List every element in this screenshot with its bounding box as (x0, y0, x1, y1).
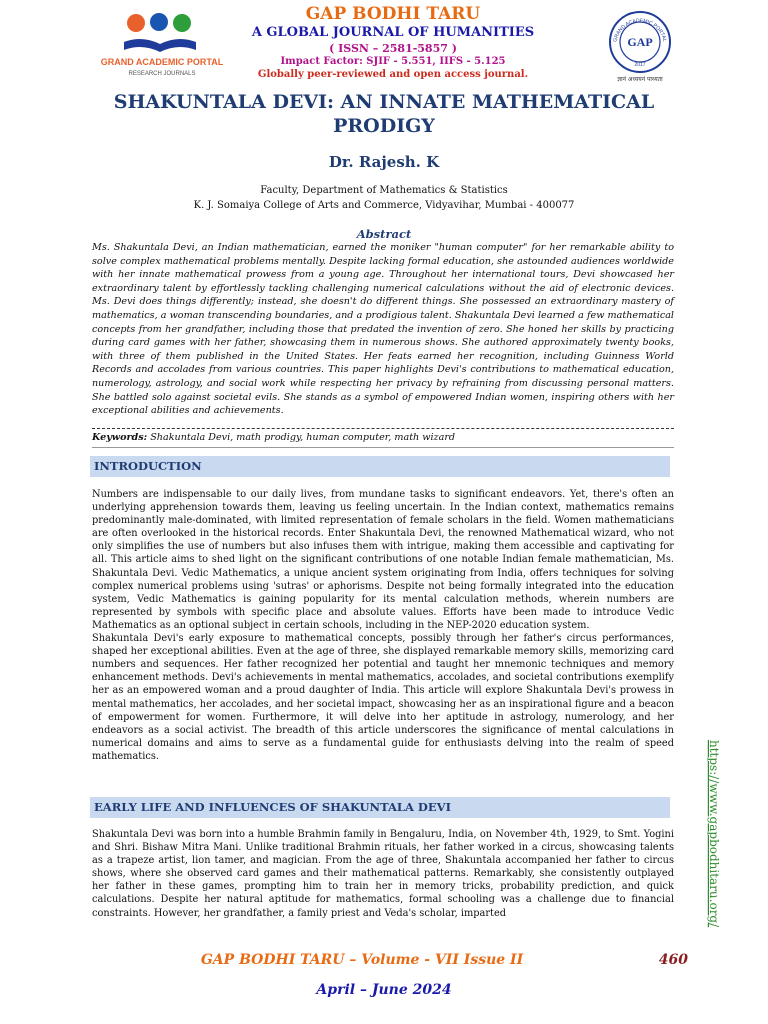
journal-subtitle: A GLOBAL JOURNAL OF HUMANITIES (251, 25, 535, 40)
logo-circle-orange (127, 14, 145, 32)
logo-name: GRAND ACADEMIC PORTAL (100, 57, 224, 67)
author-name: Dr. Rajesh. K (328, 153, 440, 171)
footer-page-number: 460 (658, 952, 688, 968)
section-heading-early-life: EARLY LIFE AND INFLUENCES OF SHAKUNTALA DEVI (90, 797, 670, 818)
introduction-paragraph-2: Shakuntala Devi's early exposure to mathematical concepts, possibly through her father's circus performances, shaped her exceptional abilities. Even at the age of three, she displayed remarkable memory skills, memorizing card numbers and sequences. Her father recognized her potential and taught her mnemonic techniques and memory enhancement methods. Devi's achievements in mental mathematics, accolades, and societal contributions exemplify her as an empowered woman and a proud daughter of India. This article will explore Shakuntala Devi's prowess in mental mathematics, her accolades, and her societal impact, showcasing her as an inspirational figure and a beacon of empowerment for women. Furthermore, it will delve into her aptitude in astrology, numerology, and her endeavors as a social activist. The breadth of this article underscores the significance of mental calculations in numerical domains and aims to serve as a fundamental guide for enthusiasts delving into the realm of speed mathematics. (92, 633, 674, 762)
seal-center-text: GAP (627, 35, 653, 49)
abstract-heading: Abstract (356, 227, 412, 241)
section-heading-introduction: INTRODUCTION (90, 456, 670, 477)
introduction-paragraph-1: Numbers are indispensable to our daily lives, from mundane tasks to significant endeavors. Yet, there's often an underlying apprehension towards them, leaving us feeling uncertain. In the Indian context, mathematics remains predominantly male-dominated, with limited representation of female scholars in the field. Women mathematicians are often overlooked in the historical records. Enter Shakuntala Devi, the renowned Mathematical wizard, who not only simplifies the use of numbers but also infuses them with intrigue, making them accessible and captivating for all. This article aims to shed light on the significant contributions of one notable Indian female mathematician, Ms. Shakuntala Devi. Vedic Mathematics, a unique ancient system originating from India, offers techniques for solving complex numerical problems using 'sutras' or aphorisms. Despite not being formally integrated into the education system, Vedic Mathematics is gaining popularity for its mental calculation methods, wherein numbers are represented by symbols with specific place and absolute values. Efforts have been made to introduce Vedic Mathematics as an optional subject in certain schools, including in the NEP-2020 education system. (92, 489, 674, 631)
logo-circle-blue (150, 13, 168, 31)
paper-title-line1: SHAKUNTALA DEVI: AN INNATE MATHEMATICAL (113, 91, 655, 113)
journal-url-vertical[interactable] (700, 740, 728, 930)
open-book-icon (124, 39, 196, 52)
keywords (92, 432, 676, 443)
journal-url-link[interactable]: https://www.gapbodhitaru.org/ (707, 740, 721, 928)
paper-title-line2: PRODIGY (333, 115, 435, 137)
keywords-list: Shakuntala Devi, math prodigy, human computer, math wizard (150, 432, 456, 443)
author-affiliation-department: Faculty, Department of Mathematics & Statistics (260, 185, 508, 196)
keywords-label: Keywords: (92, 432, 148, 443)
footer-journal-issue: GAP BODHI TARU – Volume - VII Issue II (200, 952, 524, 968)
footer-issue-date: April – June 2024 (316, 982, 452, 998)
grand-academic-portal-logo (96, 8, 228, 78)
seal-ring-text: GRAND ACADEMIC PORTAL (612, 17, 668, 43)
early-life-body (92, 828, 674, 920)
logo-circle-green (173, 14, 191, 32)
logo-tagline: RESEARCH JOURNALS (128, 71, 196, 77)
introduction-body (92, 488, 674, 763)
seal-motto: ज्ञानं अध्ययनं पाथ्यता (617, 76, 663, 83)
journal-title: GAP BODHI TARU (305, 4, 481, 24)
journal-issn: ( ISSN – 2581-5857 ) (329, 42, 457, 55)
author-affiliation-college: K. J. Somaiya College of Arts and Commerce, Vidyavihar, Mumbai - 400077 (193, 200, 575, 211)
seal-year: 2017 (634, 62, 646, 68)
journal-peer-review-note: Globally peer-reviewed and open access journal. (257, 69, 529, 80)
early-life-paragraph-1: Shakuntala Devi was born into a humble Brahmin family in Bengaluru, India, on November 4th, 1929, to Smt. Yogini and Shri. Bishaw Mitra Mani. Unlike traditional Brahmin rituals, her father worked in a circus, showcasing talents as a trapeze artist, lion tamer, and magician. From the age of three, Shakuntala accompanied her father to circus shows, where she observed card games and their mathematical patterns. Remarkably, she consistently outplayed her father in these games, prompting him to train her in memory tricks, probability prediction, and quick calculations. Despite her natural aptitude for mathematics, formal schooling was a challenge due to financial constraints. However, her grandfather, a family priest and Veda's scholar, imparted (92, 829, 674, 919)
abstract-text: Ms. Shakuntala Devi, an Indian mathematician, earned the moniker "human computer" for her remarkable ability to solve complex mathematical problems mentally. Despite lacking formal education, she astounded audiences worldwide with her innate mathematical prowess from a young age. Throughout her international tours, Devi showcased her extraordinary talent by effortlessly tackling challenging numerical calculations without the aid of electronic devices. Ms. Devi does things differently; instead, she doesn't do different things. She possessed an extraordinary mastery of mathematics, a woman transcending boundaries, and a prodigious talent. Shakuntala Devi learned a few mathematical concepts from her grandfather, including those that predated the invention of zero. She honed her skills by practicing during card games with her father, showcasing them in numerous shows. She authored approximately twenty books, with three of them published in the United States. Her feats earned her recognition, including Guinness World Records and accolades from various countries. This paper highlights Devi's contributions to mathematical education, numerology, astrology, and social work while respecting her privacy by refraining from discussing personal matters. She battled solo against societal evils. She stands as a symbol of empowered Indian women, inspiring others with her exceptional abilities and achievements. (92, 242, 674, 417)
keywords-divider (92, 447, 674, 448)
gap-seal-logo (602, 8, 678, 84)
paper-title (92, 90, 676, 138)
abstract-divider (92, 428, 674, 429)
journal-impact-factor: Impact Factor: SJIF - 5.551, IIFS - 5.125 (280, 56, 506, 67)
